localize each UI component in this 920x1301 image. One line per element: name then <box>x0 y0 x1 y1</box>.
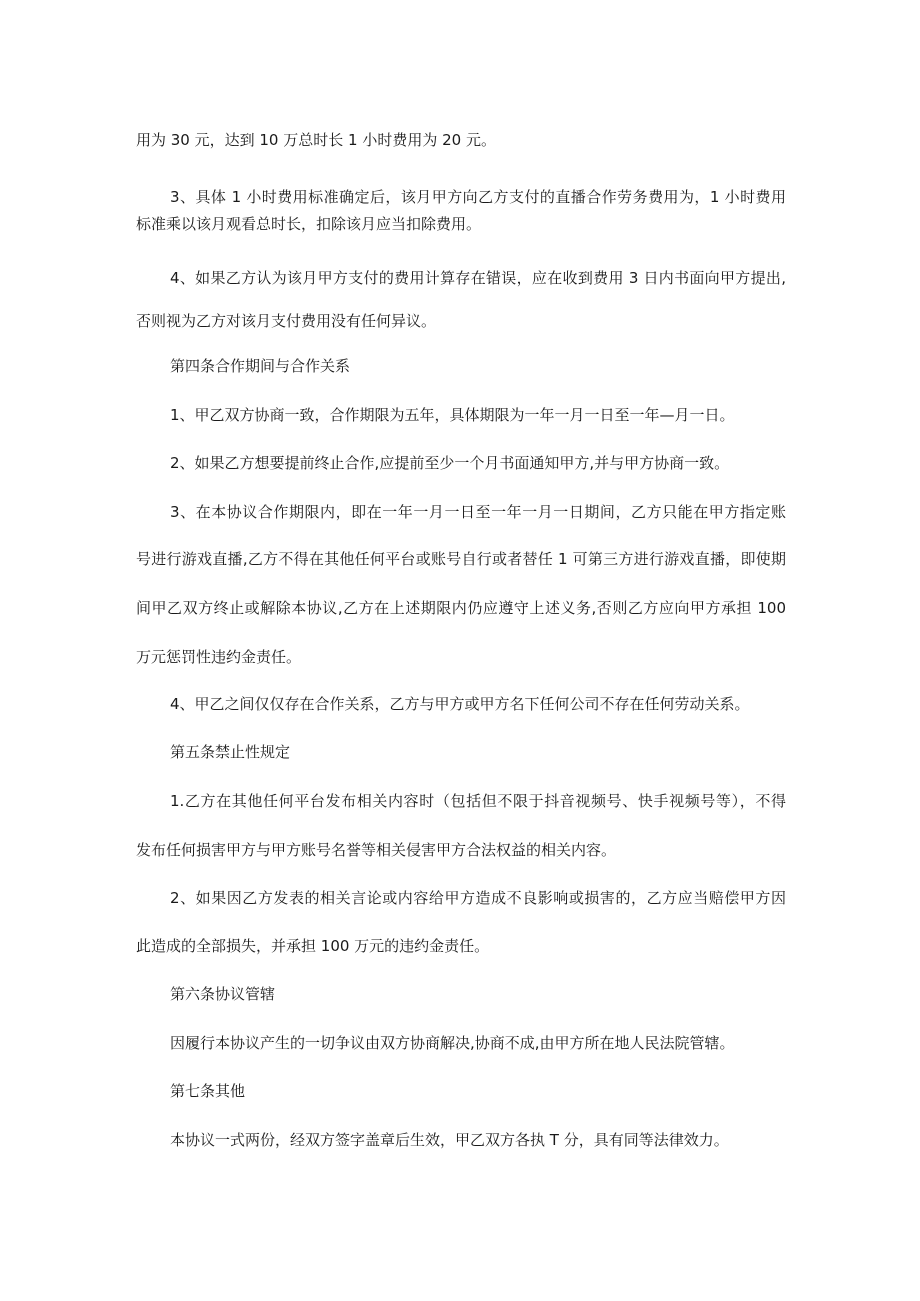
section-heading: 第四条合作期间与合作关系 <box>170 357 351 375</box>
paragraph-line: 1、甲乙双方协商一致，合作期限为五年，具体期限为一年一月一日至一年—月一日。 <box>170 406 735 424</box>
section-heading: 第五条禁止性规定 <box>170 743 291 761</box>
paragraph-line: 3、具体 1 小时费用标准确定后，该月甲方向乙方支付的直播合作劳务费用为，1 小时费用 <box>170 188 786 206</box>
paragraph-line: 号进行游戏直播,乙方不得在其他任何平台或账号自行或者替任 1 可第三方进行游戏直播，即使期 <box>136 550 786 568</box>
paragraph-line: 发布任何损害甲方与甲方账号名誉等相关侵害甲方合法权益的相关内容。 <box>136 841 617 859</box>
paragraph-line: 2、如果乙方想要提前终止合作,应提前至少一个月书面通知甲方,并与甲方协商一致。 <box>170 454 730 472</box>
paragraph-line: 因履行本协议产生的一切争议由双方协商解决,协商不成,由甲方所在地人民法院管辖。 <box>170 1034 735 1052</box>
paragraph-line: 此造成的全部损失，并承担 100 万元的违约金责任。 <box>136 937 490 955</box>
paragraph-line: 1.乙方在其他任何平台发布相关内容时（包括但不限于抖音视频号、快手视频号等），不得 <box>170 792 786 810</box>
paragraph-line: 否则视为乙方对该月支付费用没有任何异议。 <box>136 312 437 330</box>
paragraph-line: 本协议一式两份，经双方签字盖章后生效，甲乙双方各执 T 分，具有同等法律效力。 <box>170 1131 729 1149</box>
section-heading: 第七条其他 <box>170 1082 246 1100</box>
paragraph-line: 3、在本协议合作期限内，即在一年一月一日至一年一月一日期间，乙方只能在甲方指定账 <box>170 503 786 521</box>
section-heading: 第六条协议管辖 <box>170 985 276 1003</box>
paragraph-line: 万元惩罚性违约金责任。 <box>136 648 302 666</box>
paragraph-line: 用为 30 元，达到 10 万总时长 1 小时费用为 20 元。 <box>136 131 496 149</box>
paragraph-line: 间甲乙双方终止或解除本协议,乙方在上述期限内仍应遵守上述义务,否则乙方应向甲方承担 100 <box>136 599 786 617</box>
paragraph-line: 2、如果因乙方发表的相关言论或内容给甲方造成不良影响或损害的，乙方应当赔偿甲方因 <box>170 889 786 907</box>
paragraph-line: 4、如果乙方认为该月甲方支付的费用计算存在错误，应在收到费用 3 日内书面向甲方提出, <box>170 269 786 287</box>
paragraph-line: 标准乘以该月观看总时长，扣除该月应当扣除费用。 <box>136 215 482 233</box>
paragraph-line: 4、甲乙之间仅仅存在合作关系，乙方与甲方或甲方名下任何公司不存在任何劳动关系。 <box>170 695 750 713</box>
